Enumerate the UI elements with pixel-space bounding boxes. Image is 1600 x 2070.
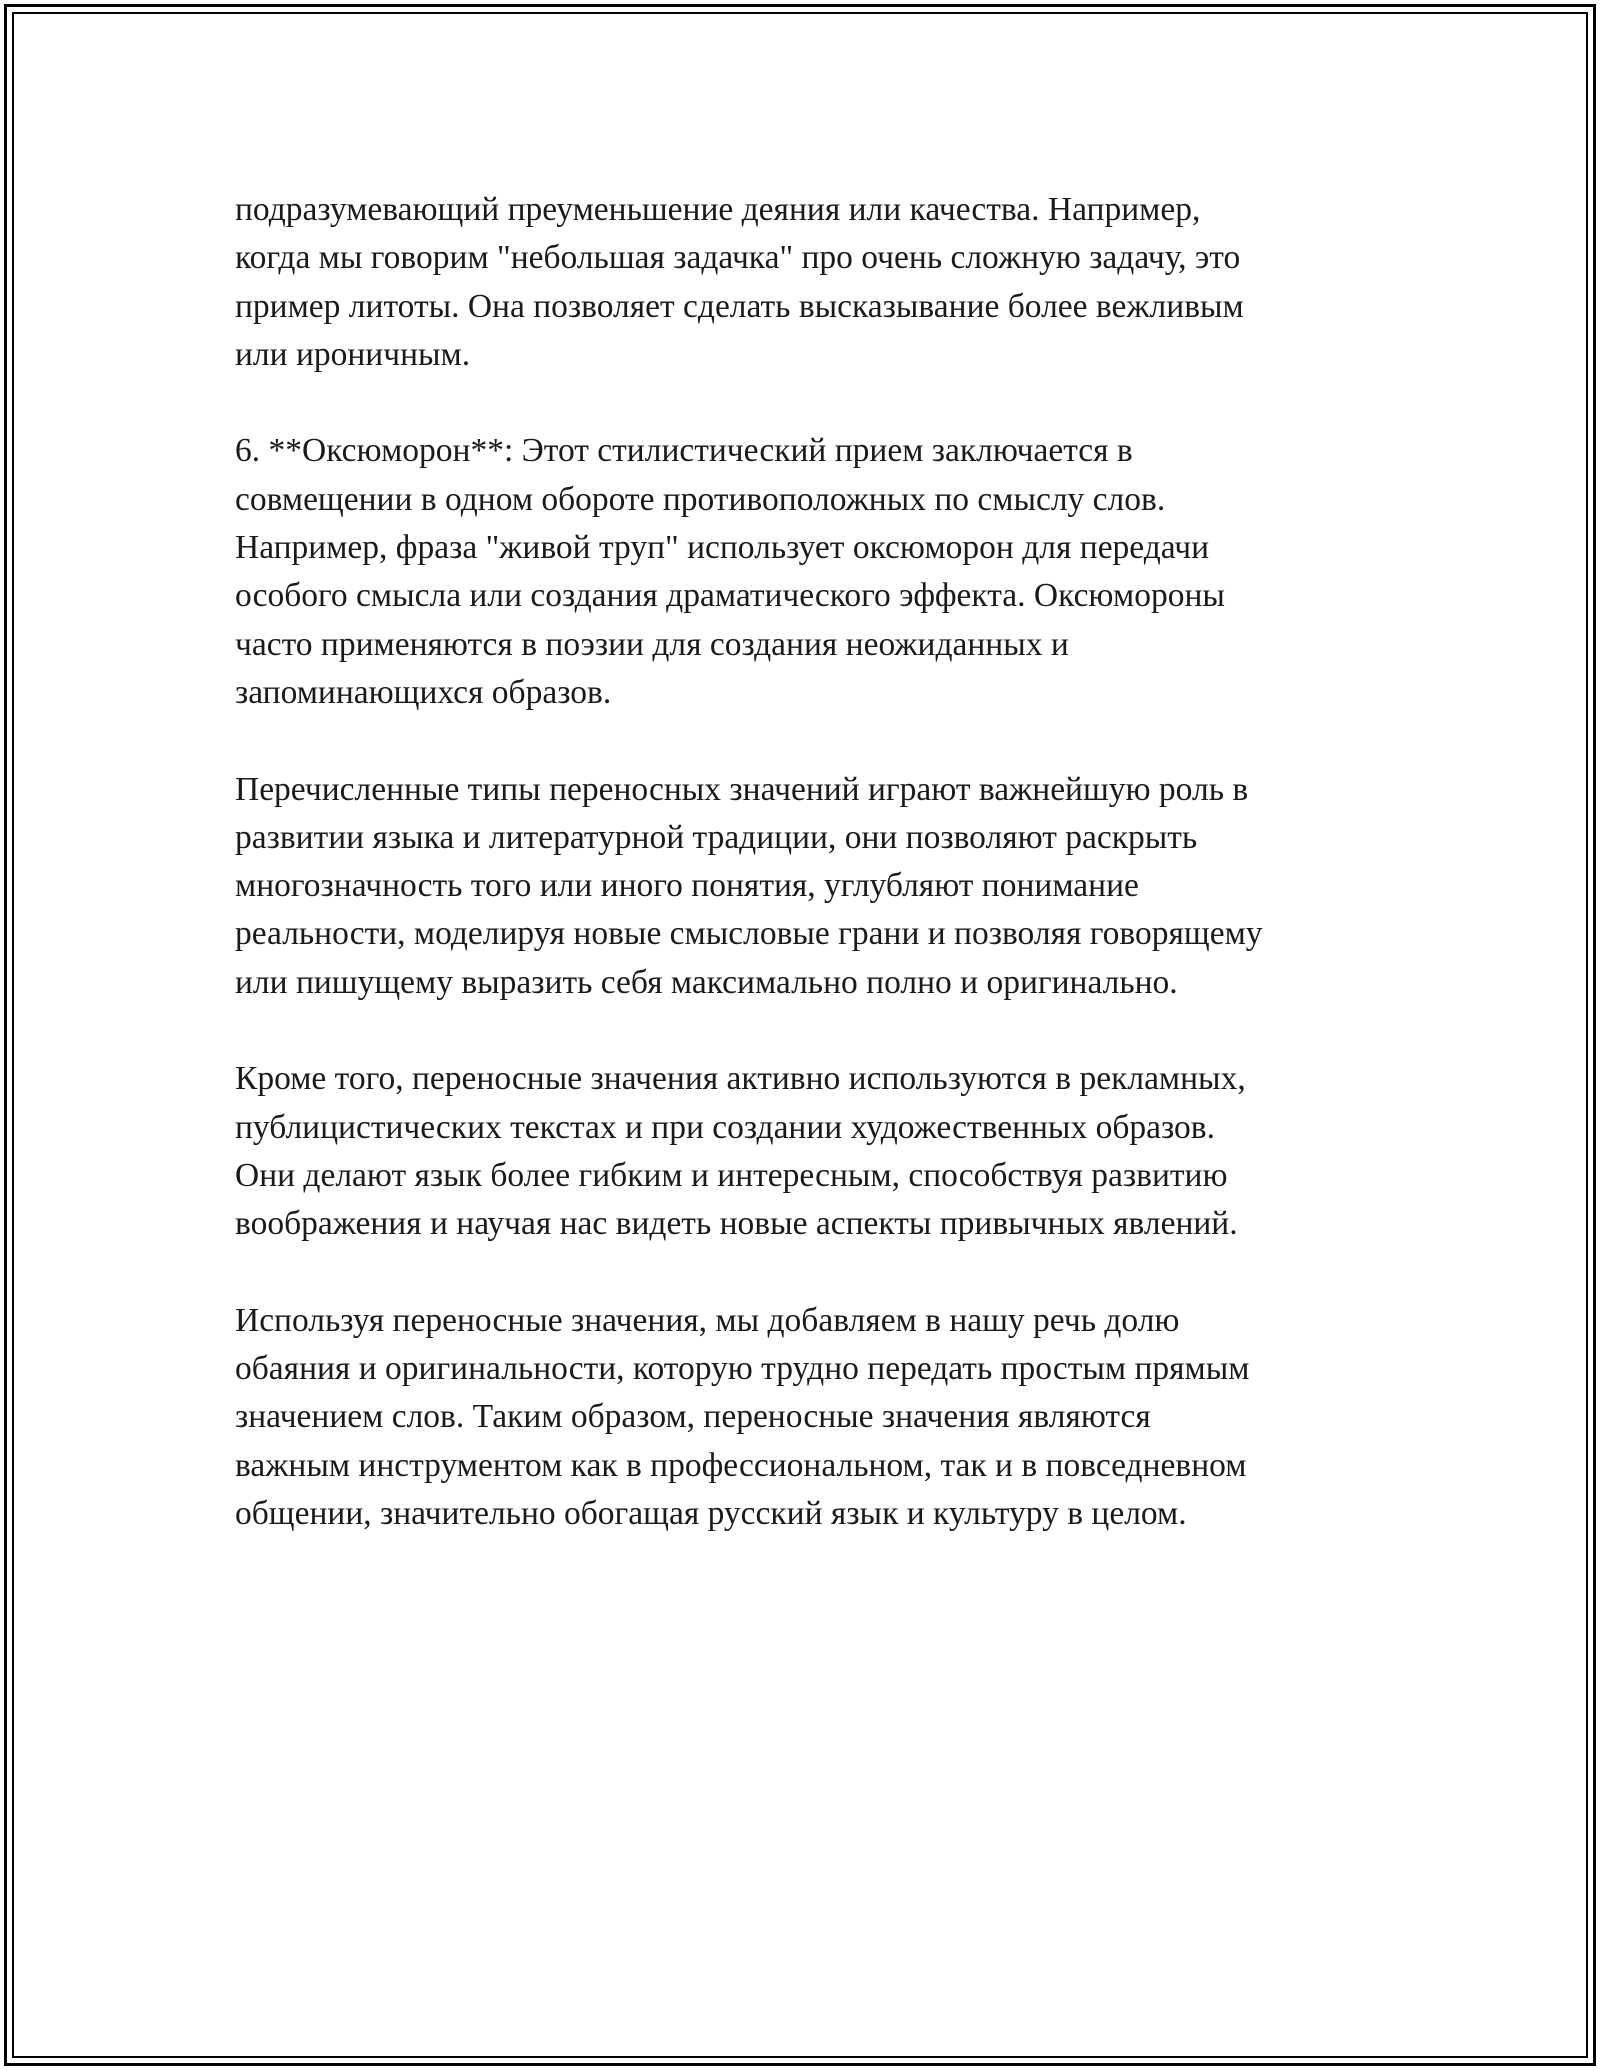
paragraph-litotes <box>235 186 1375 379</box>
text-line: воображения и научая нас видеть новые аспекты привычных явлений. <box>235 1205 1238 1243</box>
text-line: важным инструментом как в профессиональном, так и в повседневном <box>235 1446 1247 1484</box>
paragraph-conclusion <box>235 1297 1375 1538</box>
text-line: запоминающихся образов. <box>235 673 612 711</box>
text-line: реальности, моделируя новые смысловые грани и позволяя говорящему <box>235 915 1263 953</box>
text-line: 6. **Оксюморон**: Этот стилистический прием заключается в <box>235 432 1133 470</box>
text-line: развитии языка и литературной традиции, они позволяют раскрыть <box>235 818 1198 856</box>
text-line: Они делают язык более гибким и интересным, способствуя развитию <box>235 1156 1228 1194</box>
text-line: особого смысла или создания драматического эффекта. Оксюмороны <box>235 577 1225 615</box>
text-line: совмещении в одном обороте противоположных по смыслу слов. <box>235 480 1166 518</box>
text-line: или пишущему выразить себя максимально полно и оригинально. <box>235 963 1178 1001</box>
text-line: подразумевающий преуменьшение деяния или качества. Например, <box>235 191 1201 228</box>
text-line: публицистических текстах и при создании художественных образов. <box>235 1108 1215 1146</box>
text-line: Используя переносные значения, мы добавляем в нашу речь долю <box>235 1301 1180 1339</box>
text-line: многозначность того или иного понятия, углубляют понимание <box>235 867 1139 905</box>
text-line: обаяния и оригинальности, которую трудно передать простым прямым <box>235 1350 1250 1388</box>
text-line: или ироничным. <box>235 335 471 373</box>
text-line: Перечисленные типы переносных значений играют важнейшую роль в <box>235 770 1249 808</box>
text-line: пример литоты. Она позволяет сделать высказывание более вежливым <box>235 287 1244 325</box>
text-line: общении, значительно обогащая русский язык и культуру в целом. <box>235 1495 1187 1533</box>
text-line: Например, фраза "живой труп" использует оксюморон для передачи <box>235 529 1210 567</box>
document-body <box>235 186 1375 1538</box>
text-line: когда мы говорим "небольшая задачка" про очень сложную задачу, это <box>235 239 1241 277</box>
paragraph-usage <box>235 1055 1375 1248</box>
text-line: значением слов. Таким образом, переносные значения являются <box>235 1398 1151 1436</box>
text-line: Кроме того, переносные значения активно используются в рекламных, <box>235 1060 1246 1098</box>
paragraph-summary <box>235 766 1375 1007</box>
paragraph-oxymoron <box>235 427 1375 717</box>
text-line: часто применяются в поэзии для создания неожиданных и <box>235 625 1069 663</box>
